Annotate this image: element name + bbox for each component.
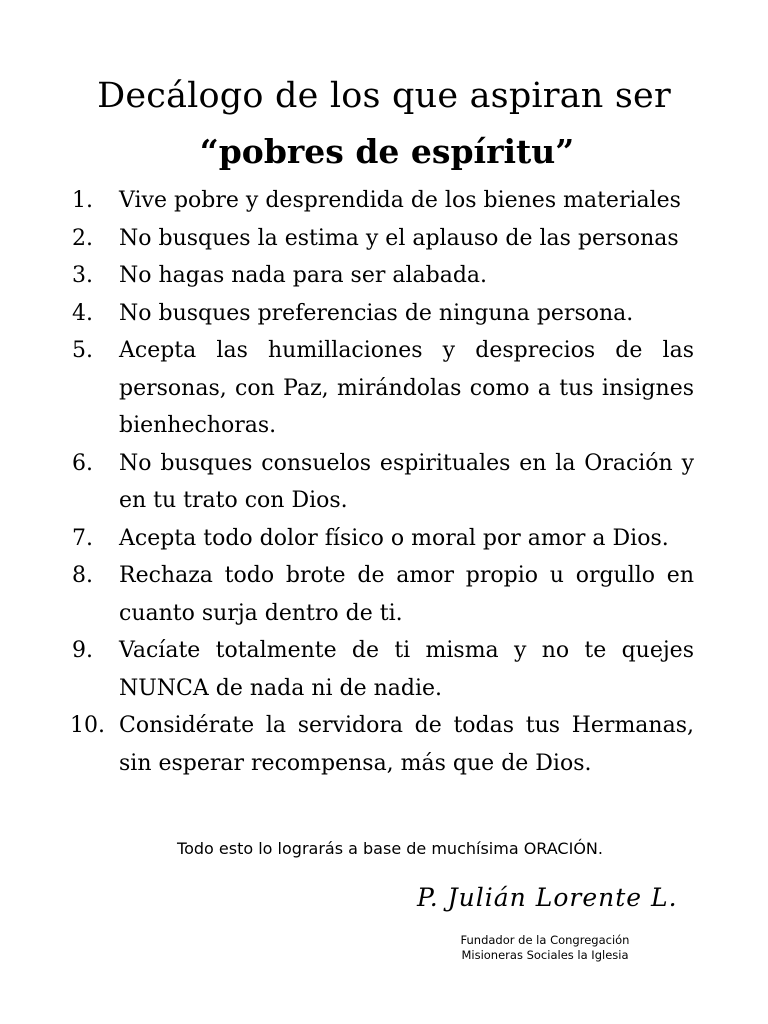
list-item-text: No hagas nada para ser alabada.: [119, 263, 488, 288]
list-item-number: 8.: [72, 563, 93, 588]
list-item-text: No busques la estima y el aplauso de las personas: [119, 225, 679, 251]
list-item-number: 9.: [72, 638, 93, 663]
list-item-number: 1.: [72, 188, 93, 213]
list-item: [0, 182, 768, 220]
list-item: [0, 220, 768, 258]
author-affiliation: [430, 933, 660, 963]
list-item-text: Acepta todo dolor físico o moral por amor a Dios.: [119, 525, 669, 551]
document-title: Decálogo de los que aspiran ser: [97, 76, 671, 116]
list-item-text: Vacíate totalmente de ti misma y no te quejes NUNCA de nada ni de nadie.: [119, 638, 694, 701]
list-item-text: Acepta las humillaciones y desprecios de las personas, con Paz, mirándolas como a tus insignes bienhechoras.: [119, 338, 694, 438]
author-signature: P. Julián Lorente L.: [417, 883, 678, 912]
list-item-number: 6.: [72, 450, 93, 476]
document-subtitle: “pobres de espíritu”: [199, 132, 575, 171]
list-item-number: 10.: [70, 713, 105, 738]
list-item-text: No busques preferencias de ninguna persona.: [119, 300, 634, 326]
closing-note: Todo esto lo lograrás a base de muchísima ORACIÓN.: [177, 839, 603, 858]
list-item-text: Considérate la servidora de todas tus Hermanas, sin esperar recompensa, más que de Dios.: [119, 713, 694, 776]
list-item-number: 2.: [72, 225, 93, 251]
list-item: [0, 632, 768, 707]
decalogue-list: [0, 182, 768, 782]
list-item-text: No busques consuelos espirituales en la Oración y en tu trato con Dios.: [119, 450, 694, 513]
list-item: [0, 295, 768, 333]
list-item-number: 4.: [72, 300, 93, 326]
list-item: [0, 257, 768, 295]
affiliation-line: Misioneras Sociales la Iglesia: [461, 948, 629, 962]
list-item-text: Rechaza todo brote de amor propio u orgullo en cuanto surja dentro de ti.: [119, 563, 694, 626]
list-item: [0, 332, 768, 445]
list-item-text: Vive pobre y desprendida de los bienes materiales: [119, 188, 681, 213]
list-item: [0, 445, 768, 520]
list-item: [0, 520, 768, 558]
affiliation-line: Fundador de la Congregación: [460, 933, 630, 947]
list-item: [0, 557, 768, 632]
list-item-number: 7.: [72, 525, 93, 551]
list-item: [0, 707, 768, 782]
list-item-number: 3.: [72, 263, 93, 288]
list-item-number: 5.: [72, 338, 93, 363]
